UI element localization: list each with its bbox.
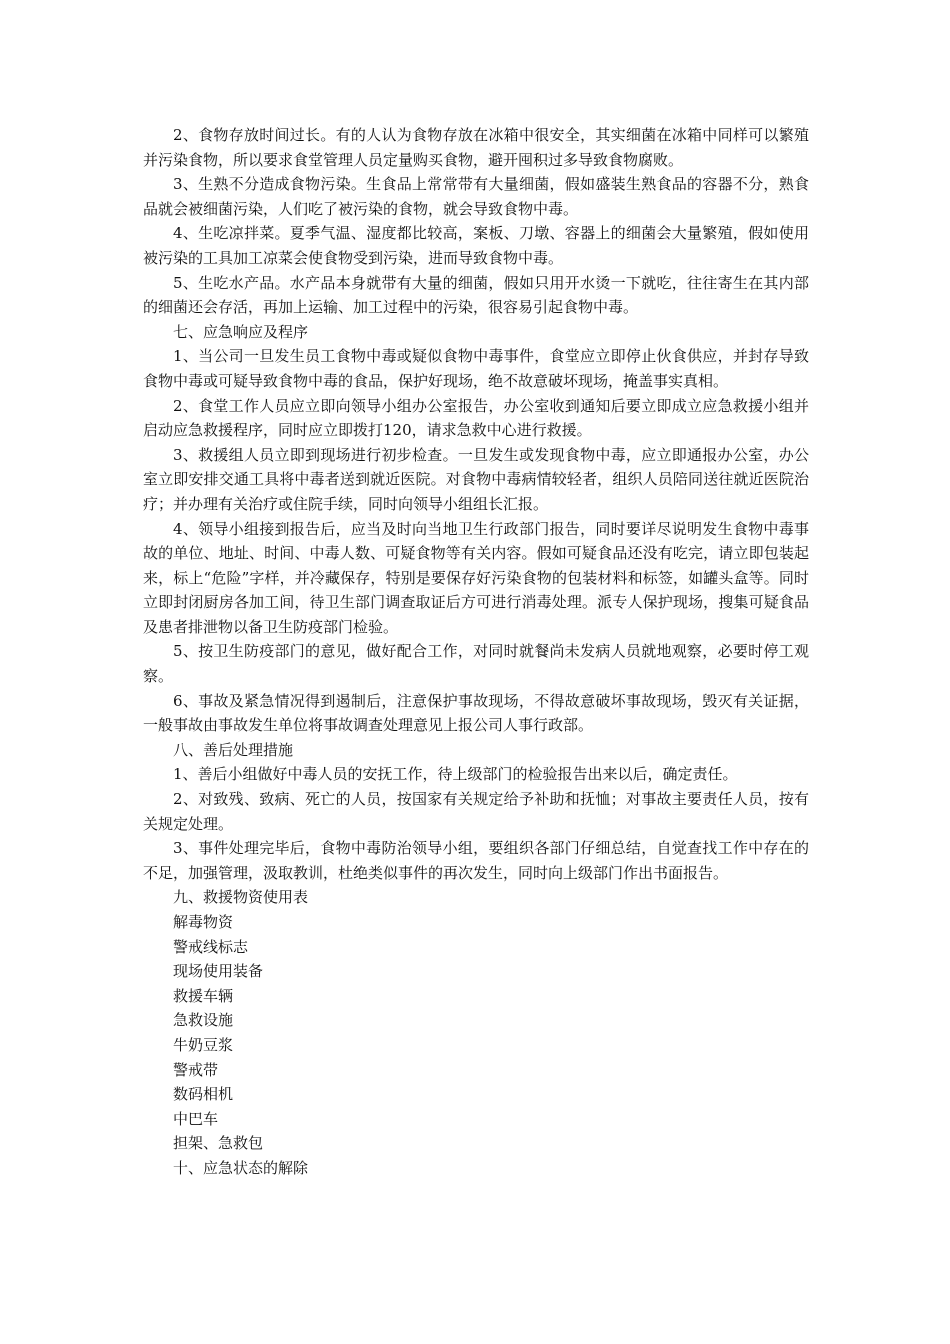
section-heading-aftermath: 八、善后处理措施 xyxy=(173,740,294,759)
list-item: 急救设施 xyxy=(173,1011,234,1030)
paragraph-response-1: 1、当公司一旦发生员工食物中毒或疑似食物中毒事件，食堂应立即停止伙食供应，并封存导致食物中毒或可疑导致食物中毒的食品，保护好现场，绝不故意破坏现场，掩盖事实真相。 xyxy=(143,347,809,390)
section-heading-supplies: 九、救援物资使用表 xyxy=(173,888,309,907)
section-heading-emergency-response: 七、应急响应及程序 xyxy=(173,322,309,341)
paragraph-response-3: 3、救援组人员立即到现场进行初步检查。一旦发生或发现食物中毒，应立即通报办公室，办公室立即安排交通工具将中毒者送到就近医院。对食物中毒病情较轻者，组织人员陪同送往就近医院治疗；并办理有关治疗或住院手续，同时向领导小组组长汇报。 xyxy=(143,445,809,513)
paragraph-raw-cooked: 3、生熟不分造成食物污染。生食品上常常带有大量细菌，假如盛装生熟食品的容器不分，熟食品就会被细菌污染，人们吃了被污染的食物，就会导致食物中毒。 xyxy=(143,175,809,218)
paragraph-raw-seafood: 5、生吃水产品。水产品本身就带有大量的细菌，假如只用开水烫一下就吃，往往寄生在其内部的细菌还会存活，再加上运输、加工过程中的污染，很容易引起食物中毒。 xyxy=(143,273,809,317)
paragraph-food-storage: 2、食物存放时间过长。有的人认为食物存放在冰箱中很安全，其实细菌在冰箱中同样可以繁殖并污染食物，所以要求食堂管理人员定量购买食物，避开囤积过多导致食物腐败。 xyxy=(143,126,809,169)
list-item: 担架、急救包 xyxy=(173,1134,264,1153)
paragraph-response-4: 4、领导小组接到报告后，应当及时向当地卫生行政部门报告，同时要详尽说明发生食物中毒事故的单位、地址、时间、中毒人数、可疑食物等有关内容。假如可疑食品还没有吃完，请立即包装起来，标上“危险”字样，并冷藏保存，特别是要保存好污染食物的包装材料和标签，如罐头盒等。同时立即封闭厨房各加工间，待卫生部门调查取证后方可进行消毒处理。派专人保护现场，搜集可疑食品及患者排泄物以备卫生防疫部门检验。 xyxy=(143,519,809,636)
list-item: 警戒带 xyxy=(173,1060,219,1079)
list-item: 中巴车 xyxy=(173,1109,219,1128)
list-item: 解毒物资 xyxy=(173,913,234,931)
paragraph-response-5: 5、按卫生防疫部门的意见，做好配合工作，对同时就餐尚未发病人员就地观察，必要时停工观察。 xyxy=(143,642,809,686)
list-item: 牛奶豆浆 xyxy=(173,1035,234,1054)
paragraph-aftermath-2: 2、对致残、致病、死亡的人员，按国家有关规定给予补助和抚恤；对事故主要责任人员，按有关规定处理。 xyxy=(143,790,809,833)
list-item: 警戒线标志 xyxy=(173,937,249,956)
paragraph-aftermath-3: 3、事件处理完毕后，食物中毒防治领导小组，要组织各部门仔细总结，自觉查找工作中存在的不足，加强管理，汲取教训，杜绝类似事件的再次发生，同时向上级部门作出书面报告。 xyxy=(143,839,809,882)
paragraph-response-2: 2、食堂工作人员应立即向领导小组办公室报告，办公室收到通知后要立即成立应急救援小组并启动应急救援程序，同时应立即拨打120，请求急救中心进行救援。 xyxy=(143,396,809,440)
list-item: 现场使用装备 xyxy=(173,962,264,981)
document-body xyxy=(143,123,809,1181)
paragraph-response-6: 6、事故及紧急情况得到遏制后，注意保护事故现场，不得故意破坏事故现场，毁灭有关证据，一般事故由事故发生单位将事故调查处理意见上报公司人事行政部。 xyxy=(143,691,809,735)
section-heading-emergency-end: 十、应急状态的解除 xyxy=(173,1158,309,1177)
list-item: 数码相机 xyxy=(173,1085,234,1104)
paragraph-aftermath-1: 1、善后小组做好中毒人员的安抚工作，待上级部门的检验报告出来以后，确定责任。 xyxy=(173,765,738,784)
paragraph-cold-dishes: 4、生吃凉拌菜。夏季气温、湿度都比较高，案板、刀墩、容器上的细菌会大量繁殖，假如使用被污染的工具加工凉菜会使食物受到污染，进而导致食物中毒。 xyxy=(143,224,809,267)
list-item: 救援车辆 xyxy=(173,986,234,1005)
